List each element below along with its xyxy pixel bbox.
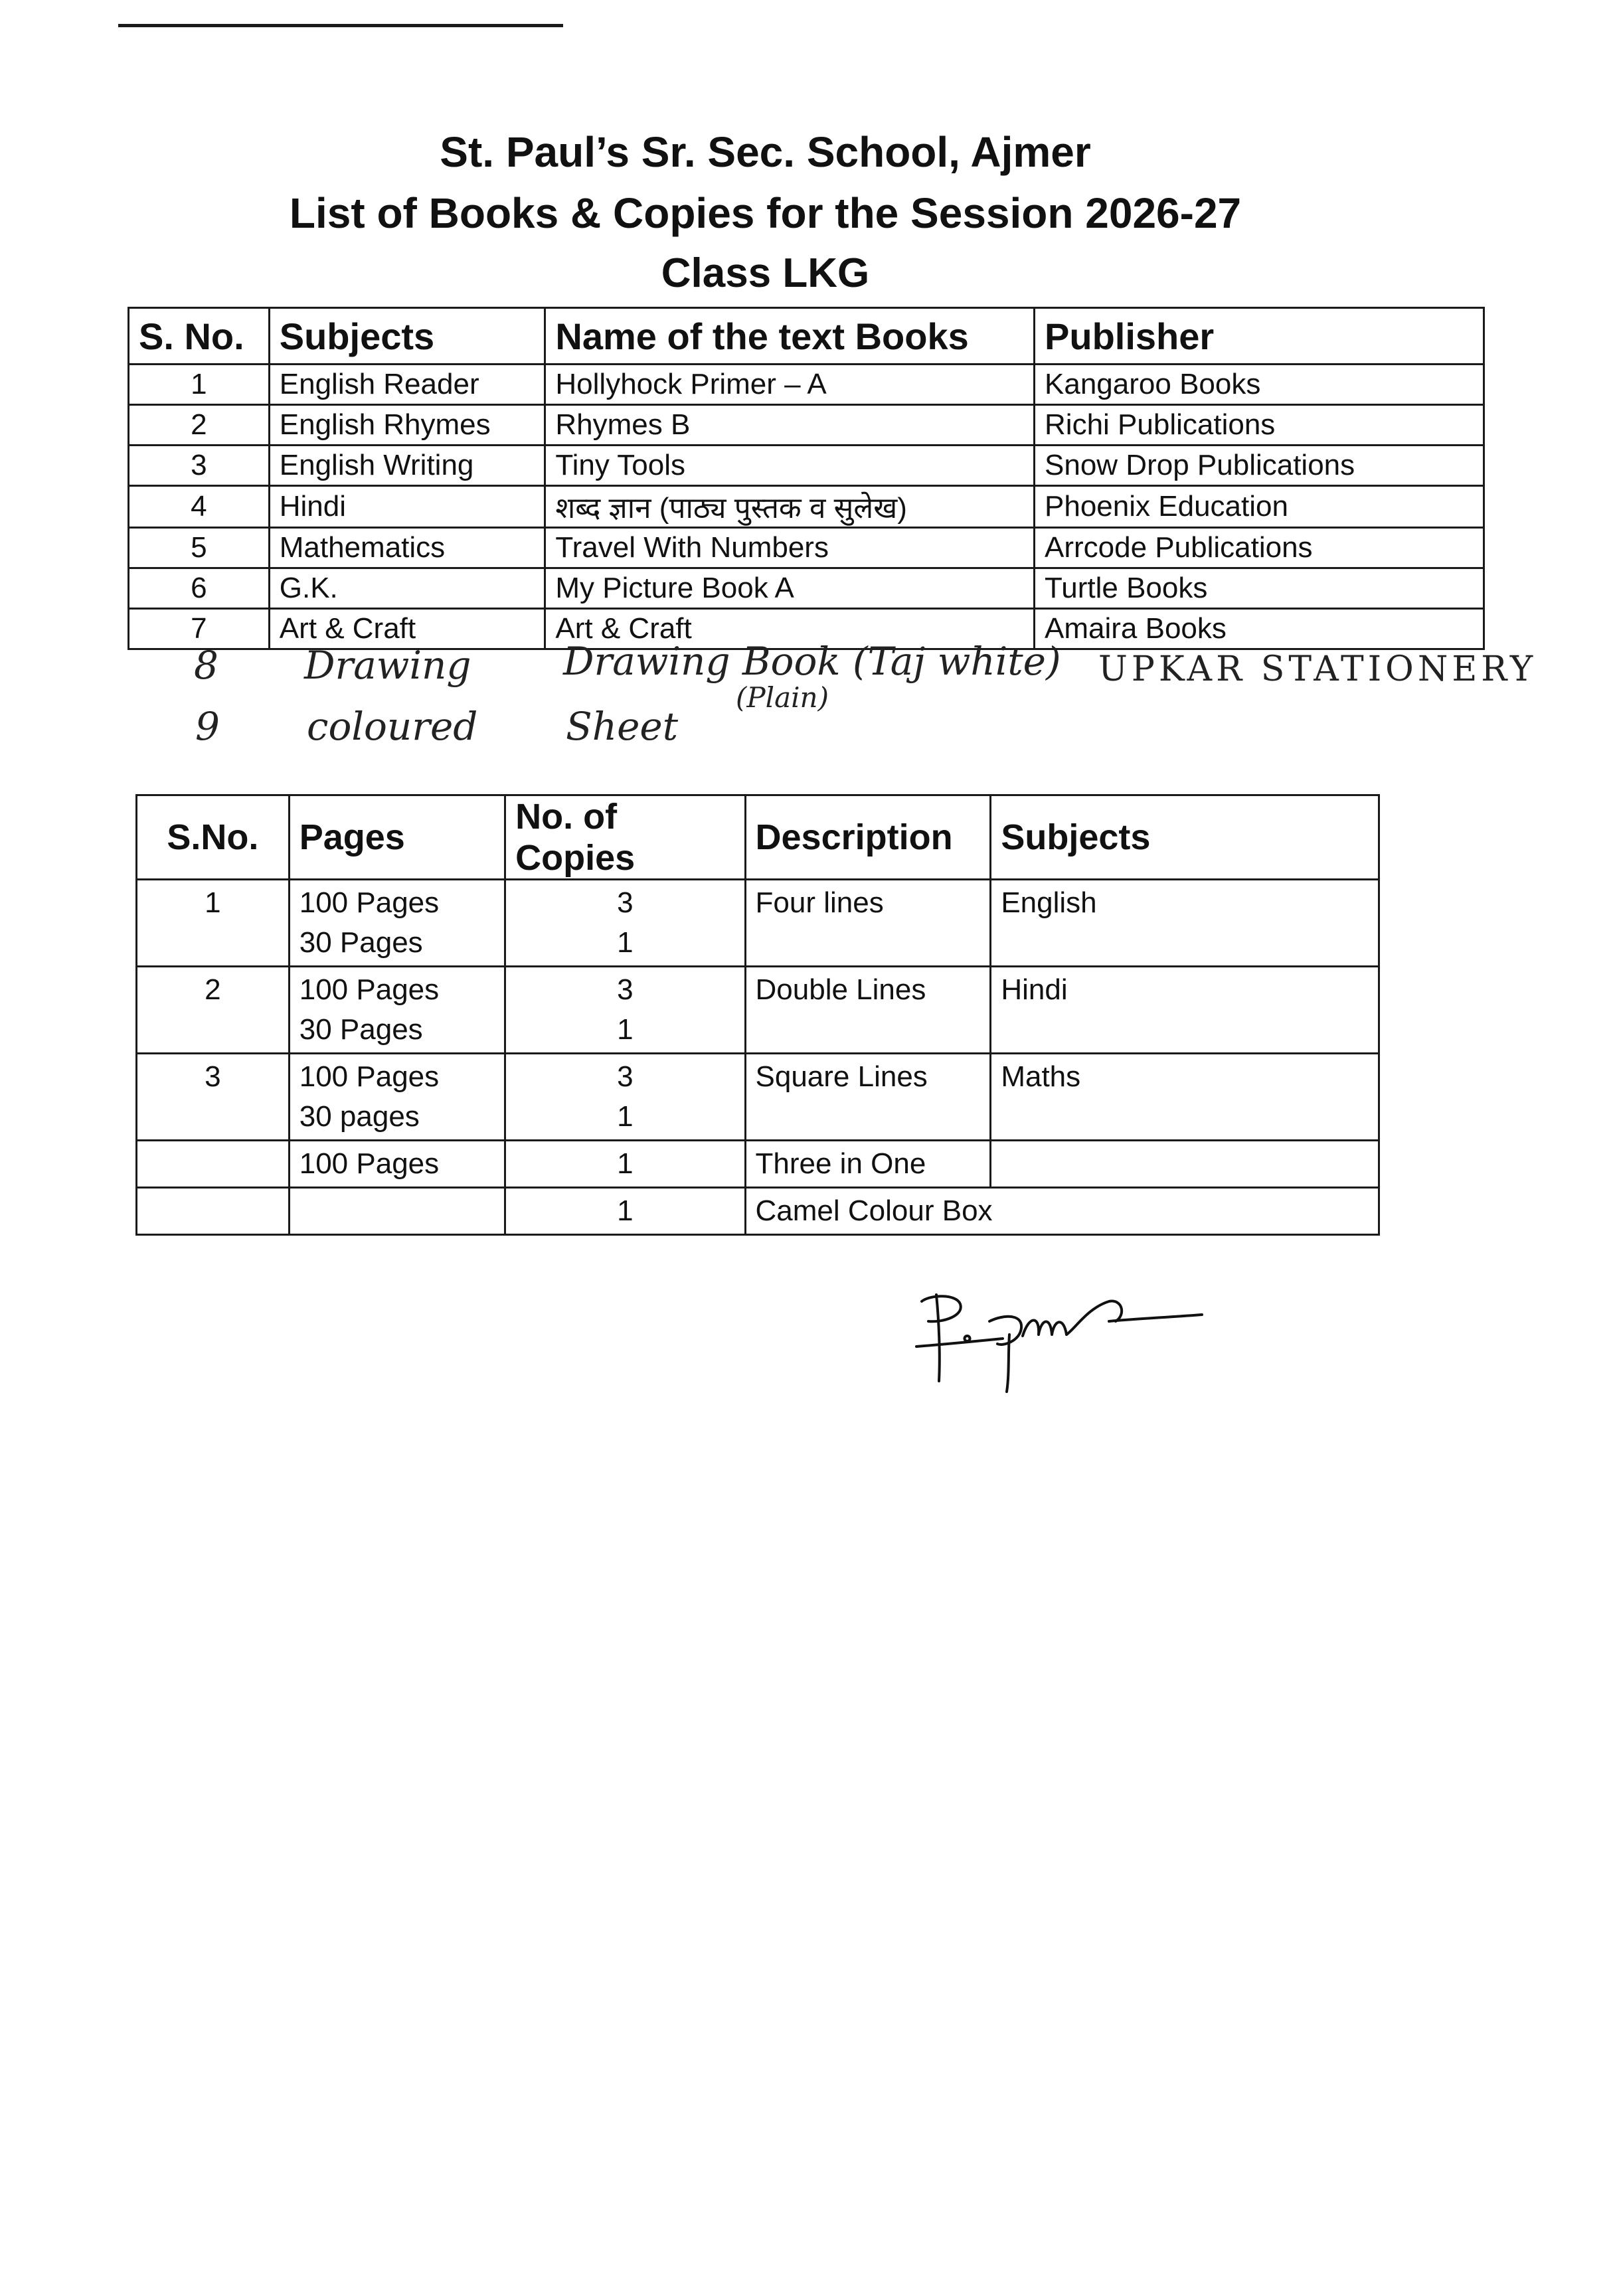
book-subject: Hindi (269, 486, 545, 528)
table-row (137, 880, 1379, 967)
copy-pages-line: 100 Pages (299, 1147, 440, 1180)
book-publisher: Arrcode Publications (1035, 528, 1484, 568)
book-publisher: Kangaroo Books (1035, 365, 1484, 405)
handwritten-row8-publisher: UPKAR STATIONERY (1098, 649, 1537, 689)
copy-sno: 1 (137, 880, 290, 967)
book-subject: Art & Craft (269, 609, 545, 649)
copy-count-line: 1 (617, 1013, 634, 1046)
copy-count-line: 3 (617, 1060, 634, 1093)
copies-table (135, 794, 1380, 1236)
book-title: Travel With Numbers (545, 528, 1035, 568)
copy-count-line: 3 (617, 886, 634, 919)
copy-pages-line: 100 Pages (299, 886, 440, 919)
copy-count-line: 1 (617, 926, 634, 959)
copy-sno (137, 1188, 290, 1235)
school-name: St. Paul’s Sr. Sec. School, Ajmer (440, 128, 1091, 176)
copy-pages-line: 100 Pages (299, 973, 440, 1006)
handwritten-row9-book: Sheet (566, 704, 679, 749)
book-subject: English Reader (269, 365, 545, 405)
copies-header-description: Description (745, 795, 991, 880)
copies-header-subjects: Subjects (991, 795, 1379, 880)
copy-subject (991, 1141, 1379, 1188)
book-publisher: Turtle Books (1035, 568, 1484, 609)
copy-count (505, 1141, 745, 1188)
book-sno: 2 (129, 405, 270, 446)
book-publisher: Richi Publications (1035, 405, 1484, 446)
signature (910, 1275, 1215, 1408)
book-sno: 4 (129, 486, 270, 528)
copy-count-line: 1 (617, 1194, 634, 1227)
class-title: Class LKG (661, 250, 870, 296)
copy-pages-line: 30 Pages (299, 926, 423, 959)
copy-count (505, 967, 745, 1054)
book-sno: 6 (129, 568, 270, 609)
book-sno: 5 (129, 528, 270, 568)
handwritten-row9-note: (Plain) (736, 681, 829, 714)
book-subject: G.K. (269, 568, 545, 609)
book-title: Rhymes B (545, 405, 1035, 446)
book-publisher: Phoenix Education (1035, 486, 1484, 528)
books-header-row (129, 308, 1484, 365)
book-sno: 3 (129, 446, 270, 486)
copy-pages (289, 1141, 505, 1188)
table-row (129, 405, 1484, 446)
books-header-text-books: Name of the text Books (545, 308, 1035, 365)
copy-pages-line: 30 pages (299, 1100, 420, 1133)
book-sno: 1 (129, 365, 270, 405)
copies-header-count: No. of Copies (505, 795, 745, 880)
top-rule (118, 24, 563, 27)
list-title: List of Books & Copies for the Session 2026-27 (289, 189, 1242, 237)
book-publisher: Snow Drop Publications (1035, 446, 1484, 486)
books-header-sno: S. No. (129, 308, 270, 365)
copy-count (505, 1054, 745, 1141)
copy-sno: 3 (137, 1054, 290, 1141)
copy-count (505, 880, 745, 967)
copy-description: Square Lines (745, 1054, 991, 1141)
books-table (128, 307, 1485, 650)
copy-pages (289, 880, 505, 967)
table-row (137, 1054, 1379, 1141)
copy-count-line: 1 (617, 1147, 634, 1180)
copy-subject: Maths (991, 1054, 1379, 1141)
copy-count (505, 1188, 745, 1235)
copy-sno: 2 (137, 967, 290, 1054)
copy-subject: Hindi (991, 967, 1379, 1054)
copy-description: Double Lines (745, 967, 991, 1054)
table-row (129, 446, 1484, 486)
book-title: Art & Craft (545, 609, 1035, 649)
book-subject: Mathematics (269, 528, 545, 568)
handwritten-row9-number: 9 (195, 704, 220, 749)
copies-header-row (137, 795, 1379, 880)
copy-description: Camel Colour Box (745, 1188, 1379, 1235)
book-title: शब्द ज्ञान (पाठ्य पुस्तक व सुलेख) (545, 486, 1035, 528)
books-header-subjects: Subjects (269, 308, 545, 365)
book-title: Tiny Tools (545, 446, 1035, 486)
book-title: My Picture Book A (545, 568, 1035, 609)
copies-header-sno: S.No. (137, 795, 290, 880)
handwritten-row9-subject: coloured (307, 704, 478, 749)
copy-description: Four lines (745, 880, 991, 967)
copy-sno (137, 1141, 290, 1188)
copy-pages-line: 30 Pages (299, 1013, 423, 1046)
copy-pages (289, 967, 505, 1054)
table-row (137, 1188, 1379, 1235)
table-row (137, 1141, 1379, 1188)
book-title: Hollyhock Primer – A (545, 365, 1035, 405)
handwritten-row8-number: 8 (194, 643, 218, 688)
handwritten-row8-subject: Drawing (304, 643, 471, 688)
table-row (129, 568, 1484, 609)
copy-pages (289, 1054, 505, 1141)
copy-count-line: 1 (617, 1100, 634, 1133)
copy-subject: English (991, 880, 1379, 967)
copy-pages (289, 1188, 505, 1235)
copies-header-pages: Pages (289, 795, 505, 880)
table-row (129, 486, 1484, 528)
book-publisher: Amaira Books (1035, 609, 1484, 649)
handwritten-row8-book: Drawing Book (Taj white) (563, 639, 1061, 684)
books-header-publisher: Publisher (1035, 308, 1484, 365)
table-row (129, 365, 1484, 405)
copy-pages-line: 100 Pages (299, 1060, 440, 1093)
book-subject: English Rhymes (269, 405, 545, 446)
copy-count-line: 3 (617, 973, 634, 1006)
copy-description: Three in One (745, 1141, 991, 1188)
table-row (129, 528, 1484, 568)
book-sno: 7 (129, 609, 270, 649)
table-row (137, 967, 1379, 1054)
book-subject: English Writing (269, 446, 545, 486)
